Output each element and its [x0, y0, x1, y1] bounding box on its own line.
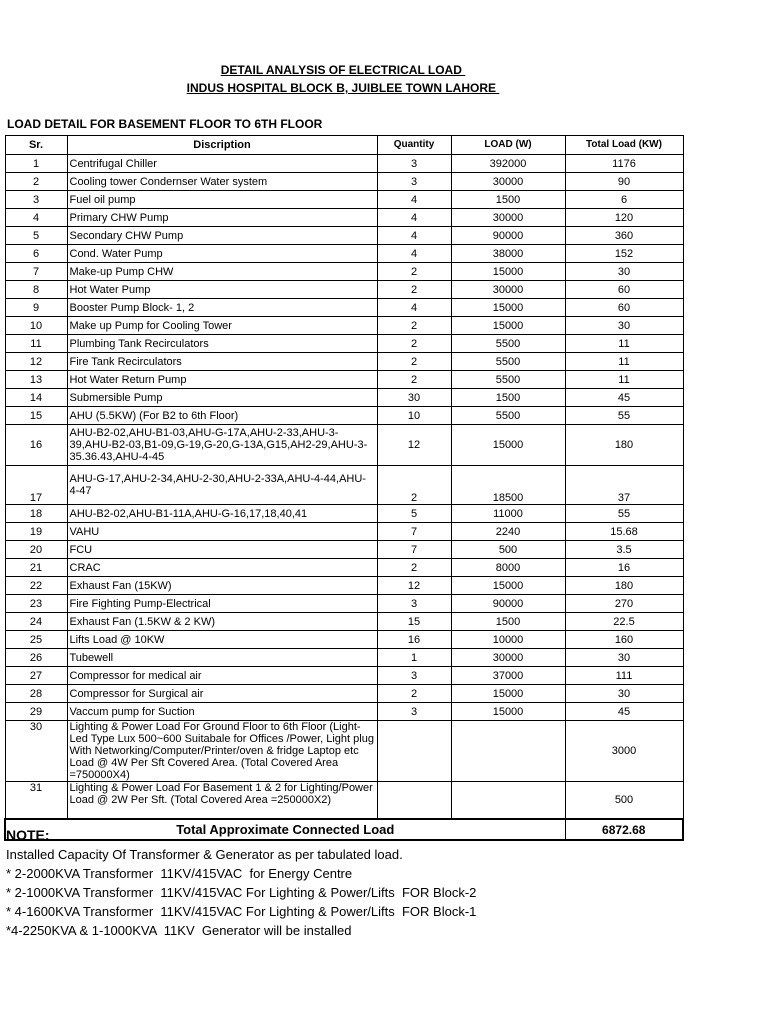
- cell-quantity: 4: [377, 299, 451, 317]
- cell-quantity: 4: [377, 245, 451, 263]
- cell-load: 37000: [451, 667, 565, 685]
- note-line: * 2-2000KVA Transformer 11KV/415VAC for Energy Centre: [6, 866, 353, 881]
- cell-total-load: 1176: [565, 155, 683, 173]
- table-row: [5, 371, 683, 389]
- cell-total-load: 37: [565, 466, 683, 505]
- header-quantity: Quantity: [377, 136, 451, 155]
- cell-sr: 22: [5, 577, 67, 595]
- cell-load: 15000: [451, 685, 565, 703]
- table-row: [5, 466, 683, 505]
- cell-quantity: 1: [377, 649, 451, 667]
- cell-quantity: 5: [377, 505, 451, 523]
- cell-sr: 6: [5, 245, 67, 263]
- cell-quantity: 3: [377, 667, 451, 685]
- note-line: Installed Capacity Of Transformer & Generator as per tabulated load.: [6, 847, 403, 862]
- cell-total-load: 160: [565, 631, 683, 649]
- cell-total-load: 30: [565, 317, 683, 335]
- table-row: [5, 299, 683, 317]
- cell-quantity: 16: [377, 631, 451, 649]
- cell-sr: 26: [5, 649, 67, 667]
- header-total-load: Total Load (KW): [565, 136, 683, 155]
- cell-description: Exhaust Fan (1.5KW & 2 KW): [67, 613, 377, 631]
- cell-total-load: 16: [565, 559, 683, 577]
- cell-load: 15000: [451, 425, 565, 466]
- cell-load: 8000: [451, 559, 565, 577]
- table-row: [5, 721, 683, 782]
- cell-sr: 23: [5, 595, 67, 613]
- cell-sr: 17: [5, 466, 67, 505]
- cell-total-load: 152: [565, 245, 683, 263]
- cell-total-load: 30: [565, 685, 683, 703]
- table-row: [5, 227, 683, 245]
- table-row: [5, 155, 683, 173]
- cell-description: Lifts Load @ 10KW: [67, 631, 377, 649]
- cell-description: Fire Tank Recirculators: [67, 353, 377, 371]
- cell-load: 5500: [451, 407, 565, 425]
- cell-quantity: 3: [377, 155, 451, 173]
- cell-load: 15000: [451, 703, 565, 721]
- cell-description: Centrifugal Chiller: [67, 155, 377, 173]
- cell-sr: 10: [5, 317, 67, 335]
- cell-total-load: 11: [565, 371, 683, 389]
- cell-sr: 27: [5, 667, 67, 685]
- table-caption: LOAD DETAIL FOR BASEMENT FLOOR TO 6TH FLOOR: [7, 117, 323, 131]
- cell-total-load: 55: [565, 407, 683, 425]
- table-row: [5, 389, 683, 407]
- cell-total-load: 30: [565, 263, 683, 281]
- cell-total-load: 45: [565, 703, 683, 721]
- cell-load: 1500: [451, 613, 565, 631]
- cell-total-load: 11: [565, 353, 683, 371]
- cell-load: [451, 782, 565, 820]
- header-description: Discription: [67, 136, 377, 155]
- table-body: [5, 155, 683, 841]
- cell-quantity: 2: [377, 335, 451, 353]
- cell-quantity: 4: [377, 191, 451, 209]
- cell-description: Cond. Water Pump: [67, 245, 377, 263]
- cell-sr: 13: [5, 371, 67, 389]
- cell-total-load: 60: [565, 299, 683, 317]
- cell-description: Submersible Pump: [67, 389, 377, 407]
- cell-quantity: 2: [377, 353, 451, 371]
- cell-total-load: 3.5: [565, 541, 683, 559]
- notes-heading: NOTE:: [6, 827, 50, 843]
- note-line: * 4-1600KVA Transformer 11KV/415VAC For Lighting & Power/Lifts FOR Block-1: [6, 904, 477, 919]
- cell-description: AHU-B2-02,AHU-B1-11A,AHU-G-16,17,18,40,41: [67, 505, 377, 523]
- cell-description: FCU: [67, 541, 377, 559]
- cell-load: 2240: [451, 523, 565, 541]
- cell-description: Lighting & Power Load For Ground Floor to 6th Floor (Light-Led Type Lux 500~600 Suitabale for Offices /Power, Light plug With Networking/Computer/Printer/oven & fridge Laptop etc Load @ 4W Per Sft Covered Area. (Total Covered Area =750000X4): [67, 721, 377, 782]
- cell-sr: 9: [5, 299, 67, 317]
- cell-sr: 11: [5, 335, 67, 353]
- cell-total-load: 6: [565, 191, 683, 209]
- cell-total-load: 360: [565, 227, 683, 245]
- table-row: [5, 173, 683, 191]
- table-row: [5, 425, 683, 466]
- cell-quantity: 2: [377, 263, 451, 281]
- table-row: [5, 281, 683, 299]
- cell-quantity: 2: [377, 685, 451, 703]
- cell-load: 30000: [451, 209, 565, 227]
- cell-load: 11000: [451, 505, 565, 523]
- cell-description: Compressor for medical air: [67, 667, 377, 685]
- cell-quantity: 12: [377, 425, 451, 466]
- cell-sr: 28: [5, 685, 67, 703]
- table-row: [5, 703, 683, 721]
- cell-description: Hot Water Pump: [67, 281, 377, 299]
- cell-sr: 30: [5, 721, 67, 782]
- header-sr: Sr.: [5, 136, 67, 155]
- header-load: LOAD (W): [451, 136, 565, 155]
- cell-load: 15000: [451, 317, 565, 335]
- cell-description: Exhaust Fan (15KW): [67, 577, 377, 595]
- cell-load: 1500: [451, 389, 565, 407]
- cell-load: 18500: [451, 466, 565, 505]
- document-title: DETAIL ANALYSIS OF ELECTRICAL LOAD: [220, 63, 466, 77]
- cell-sr: 19: [5, 523, 67, 541]
- cell-quantity: 4: [377, 227, 451, 245]
- cell-quantity: 30: [377, 389, 451, 407]
- table-row: [5, 209, 683, 227]
- cell-description: AHU-B2-02,AHU-B1-03,AHU-G-17A,AHU-2-33,AHU-3-39,AHU-B2-03,B1-09,G-19,G-20,G-13A,G15,AH2-29,AHU-3-35.36.43,AHU-4-45: [67, 425, 377, 466]
- cell-load: 15000: [451, 577, 565, 595]
- cell-sr: 4: [5, 209, 67, 227]
- cell-total-load: 270: [565, 595, 683, 613]
- cell-total-load: 55: [565, 505, 683, 523]
- cell-description: Booster Pump Block- 1, 2: [67, 299, 377, 317]
- cell-quantity: 7: [377, 523, 451, 541]
- cell-quantity: 2: [377, 466, 451, 505]
- table-row: [5, 541, 683, 559]
- table-row: [5, 667, 683, 685]
- table-row: [5, 407, 683, 425]
- cell-sr: 7: [5, 263, 67, 281]
- cell-quantity: [377, 782, 451, 820]
- cell-total-load: 30: [565, 649, 683, 667]
- table-row: [5, 595, 683, 613]
- cell-total-load: 60: [565, 281, 683, 299]
- note-line: * 2-1000KVA Transformer 11KV/415VAC For Lighting & Power/Lifts FOR Block-2: [6, 885, 477, 900]
- cell-sr: 14: [5, 389, 67, 407]
- cell-description: Fire Fighting Pump-Electrical: [67, 595, 377, 613]
- load-table: [4, 135, 684, 841]
- cell-load: 30000: [451, 281, 565, 299]
- notes-section: [6, 826, 476, 940]
- cell-total-load: 120: [565, 209, 683, 227]
- cell-sr: 15: [5, 407, 67, 425]
- table-row: [5, 523, 683, 541]
- cell-load: 15000: [451, 299, 565, 317]
- cell-quantity: 10: [377, 407, 451, 425]
- table-row: [5, 577, 683, 595]
- cell-sr: 16: [5, 425, 67, 466]
- note-line: *4-2250KVA & 1-1000KVA 11KV Generator will be installed: [6, 923, 352, 938]
- table-row: [5, 245, 683, 263]
- cell-description: AHU (5.5KW) (For B2 to 6th Floor): [67, 407, 377, 425]
- cell-total-load: 90: [565, 173, 683, 191]
- cell-load: 38000: [451, 245, 565, 263]
- cell-quantity: 3: [377, 173, 451, 191]
- table-row: [5, 191, 683, 209]
- cell-quantity: 12: [377, 577, 451, 595]
- cell-description: CRAC: [67, 559, 377, 577]
- cell-sr: 21: [5, 559, 67, 577]
- cell-total-load: 11: [565, 335, 683, 353]
- cell-total-load: 500: [565, 782, 683, 820]
- document-title-project: INDUS HOSPITAL BLOCK B, JUIBLEE TOWN LAHORE: [186, 81, 500, 95]
- cell-description: Secondary CHW Pump: [67, 227, 377, 245]
- cell-sr: 5: [5, 227, 67, 245]
- cell-quantity: 2: [377, 371, 451, 389]
- cell-sr: 12: [5, 353, 67, 371]
- table-row: [5, 505, 683, 523]
- table-row: [5, 613, 683, 631]
- cell-description: Compressor for Surgical air: [67, 685, 377, 703]
- cell-load: 5500: [451, 353, 565, 371]
- cell-load: 10000: [451, 631, 565, 649]
- cell-load: 500: [451, 541, 565, 559]
- cell-total-load: 111: [565, 667, 683, 685]
- table-row: [5, 559, 683, 577]
- cell-description: Tubewell: [67, 649, 377, 667]
- cell-quantity: 15: [377, 613, 451, 631]
- cell-description: Plumbing Tank Recirculators: [67, 335, 377, 353]
- table-header-row: [5, 136, 683, 155]
- cell-total-load: 45: [565, 389, 683, 407]
- cell-description: Lighting & Power Load For Basement 1 & 2 for Lighting/Power Load @ 2W Per Sft. (Total Covered Area =250000X2): [67, 782, 377, 820]
- cell-quantity: 4: [377, 209, 451, 227]
- cell-description: Make up Pump for Cooling Tower: [67, 317, 377, 335]
- cell-load: 90000: [451, 595, 565, 613]
- cell-quantity: 7: [377, 541, 451, 559]
- cell-description: Make-up Pump CHW: [67, 263, 377, 281]
- cell-description: VAHU: [67, 523, 377, 541]
- cell-description: Vaccum pump for Suction: [67, 703, 377, 721]
- cell-sr: 31: [5, 782, 67, 820]
- cell-description: Cooling tower Condernser Water system: [67, 173, 377, 191]
- cell-description: AHU-G-17,AHU-2-34,AHU-2-30,AHU-2-33A,AHU-4-44,AHU-4-47: [67, 466, 377, 505]
- cell-load: 392000: [451, 155, 565, 173]
- cell-sr: 20: [5, 541, 67, 559]
- cell-load: 5500: [451, 371, 565, 389]
- table-row: [5, 263, 683, 281]
- table-row: [5, 782, 683, 820]
- total-value: 6872.68: [565, 819, 683, 840]
- table-row: [5, 353, 683, 371]
- cell-quantity: 3: [377, 595, 451, 613]
- cell-total-load: 15.68: [565, 523, 683, 541]
- cell-load: 1500: [451, 191, 565, 209]
- cell-sr: 3: [5, 191, 67, 209]
- cell-total-load: 3000: [565, 721, 683, 782]
- cell-quantity: 2: [377, 317, 451, 335]
- cell-total-load: 180: [565, 425, 683, 466]
- cell-quantity: [377, 721, 451, 782]
- cell-load: 30000: [451, 173, 565, 191]
- cell-load: 15000: [451, 263, 565, 281]
- table-row: [5, 631, 683, 649]
- table-row: [5, 317, 683, 335]
- cell-sr: 24: [5, 613, 67, 631]
- cell-total-load: 22.5: [565, 613, 683, 631]
- cell-sr: 25: [5, 631, 67, 649]
- cell-sr: 2: [5, 173, 67, 191]
- table-row: [5, 335, 683, 353]
- cell-description: Primary CHW Pump: [67, 209, 377, 227]
- cell-quantity: 3: [377, 703, 451, 721]
- cell-sr: 29: [5, 703, 67, 721]
- cell-sr: 8: [5, 281, 67, 299]
- cell-description: Hot Water Return Pump: [67, 371, 377, 389]
- table-row: [5, 649, 683, 667]
- cell-description: Fuel oil pump: [67, 191, 377, 209]
- cell-sr: 1: [5, 155, 67, 173]
- cell-load: [451, 721, 565, 782]
- cell-quantity: 2: [377, 559, 451, 577]
- cell-load: 30000: [451, 649, 565, 667]
- cell-total-load: 180: [565, 577, 683, 595]
- cell-quantity: 2: [377, 281, 451, 299]
- cell-load: 5500: [451, 335, 565, 353]
- cell-sr: 18: [5, 505, 67, 523]
- cell-load: 90000: [451, 227, 565, 245]
- total-label: Total Approximate Connected Load: [5, 819, 565, 840]
- table-row: [5, 685, 683, 703]
